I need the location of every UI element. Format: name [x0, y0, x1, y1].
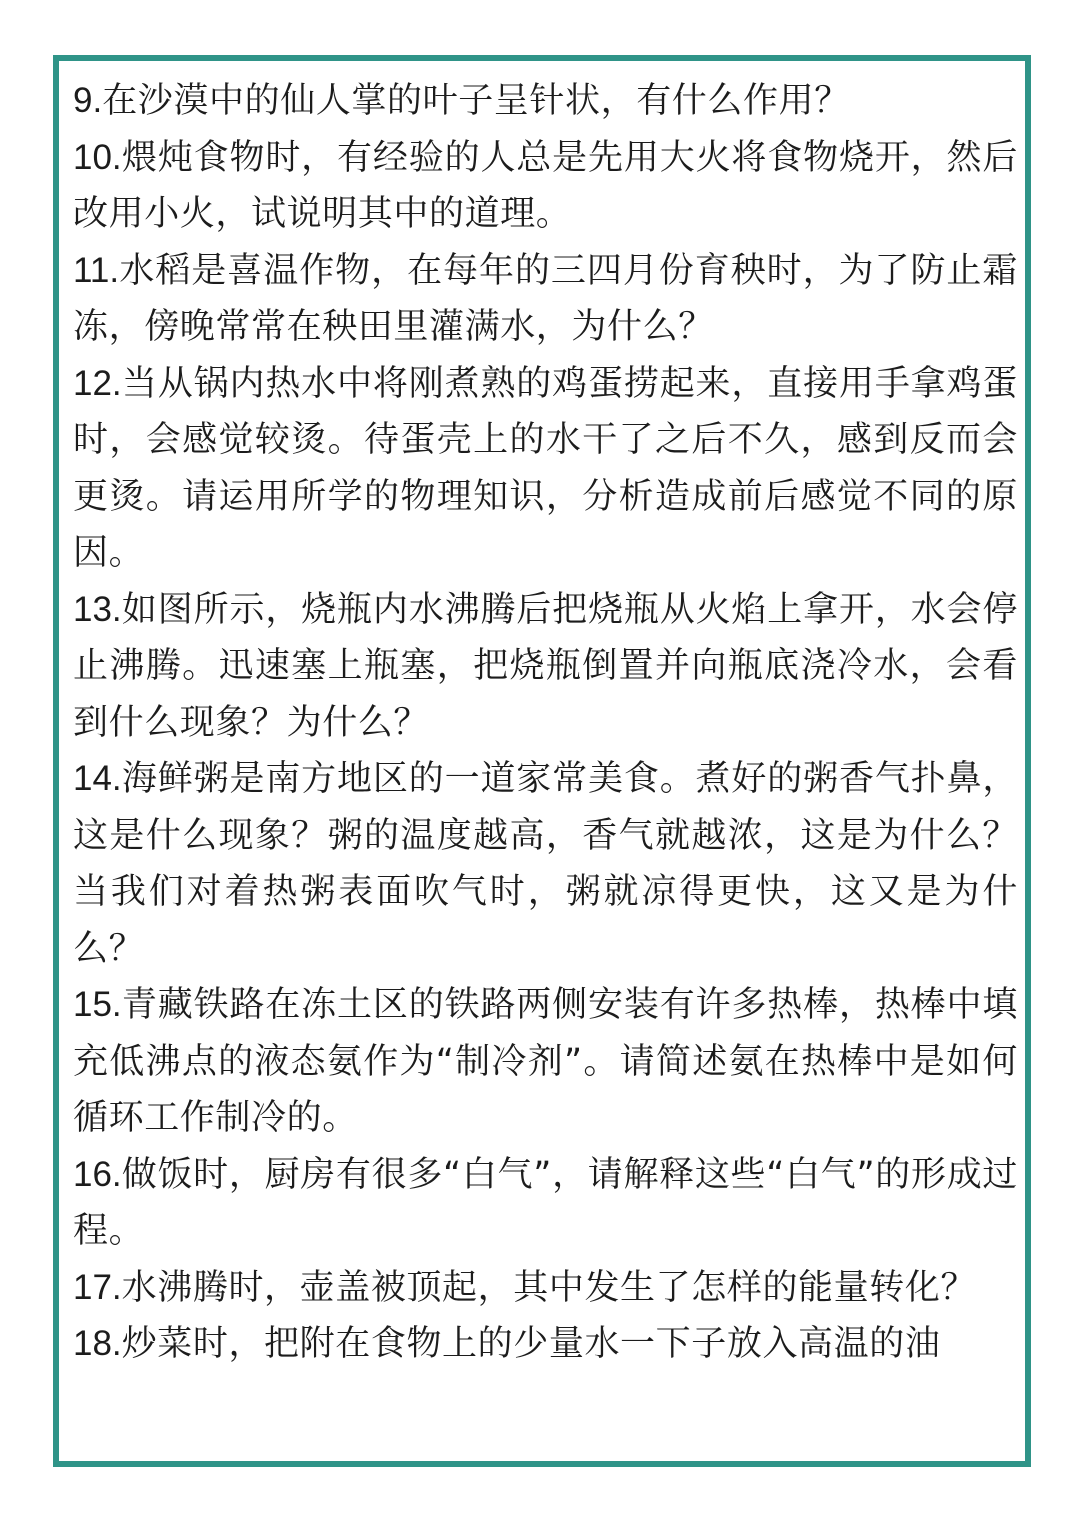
question-number: 15. [73, 985, 122, 1024]
question-11 [73, 243, 1018, 356]
question-text: 水沸腾时，壶盖被顶起，其中发生了怎样的能量转化？ [121, 1267, 977, 1308]
question-sheet-frame [53, 55, 1031, 1467]
question-9 [73, 73, 1018, 130]
question-18 [73, 1316, 1018, 1373]
question-number: 11. [73, 250, 120, 290]
question-13 [73, 582, 1018, 752]
question-text: 当从锅内热水中将刚煮熟的鸡蛋捞起来，直接用手拿鸡蛋时，会感觉较烫。待蛋壳上的水干了之后不久，感到反而会更烫。请运用所学的物理知识，分析造成前后感觉不同的原因。 [73, 363, 1018, 573]
question-17 [73, 1260, 1018, 1317]
question-14 [73, 751, 1018, 977]
question-text: 炒菜时，把附在食物上的少量水一下子放入高温的油 [121, 1324, 941, 1364]
question-number: 12. [73, 363, 122, 403]
question-number: 17. [73, 1267, 122, 1307]
question-text: 如图所示，烧瓶内水沸腾后把烧瓶从火焰上拿开，水会停止沸腾。迅速塞上瓶塞，把烧瓶倒置并向瓶底浇冷水，会看到什么现象？为什么？ [73, 589, 1018, 743]
question-text: 在沙漠中的仙人掌的叶子呈针状，有什么作用？ [102, 81, 850, 121]
question-text: 做饭时，厨房有很多“白气”，请解释这些“白气”的形成过程。 [73, 1154, 1018, 1251]
question-16 [73, 1147, 1018, 1260]
question-number: 13. [73, 589, 122, 629]
question-10 [73, 130, 1018, 243]
question-number: 10. [73, 137, 122, 177]
question-number: 9. [73, 81, 103, 120]
question-list [73, 73, 1018, 1373]
question-number: 16. [73, 1154, 122, 1194]
question-text: 水稻是喜温作物，在每年的三四月份育秧时，为了防止霜冻，傍晚常常在秧田里灌满水，为什么？ [73, 250, 1018, 347]
question-15 [73, 977, 1018, 1147]
question-text: 青藏铁路在冻土区的铁路两侧安装有许多热棒，热棒中填充低沸点的液态氨作为“制冷剂”。请简述氨在热棒中是如何循环工作制冷的。 [73, 985, 1018, 1138]
question-text: 海鲜粥是南方地区的一道家常美食。煮好的粥香气扑鼻，这是什么现象？粥的温度越高，香气就越浓，这是为什么？当我们对着热粥表面吹气时，粥就凉得更快，这又是为什么？ [73, 759, 1018, 969]
question-12 [73, 356, 1018, 582]
question-text: 煨炖食物时，有经验的人总是先用大火将食物烧开，然后改用小火，试说明其中的道理。 [73, 137, 1018, 234]
question-number: 18. [73, 1324, 122, 1363]
question-number: 14. [73, 759, 122, 798]
